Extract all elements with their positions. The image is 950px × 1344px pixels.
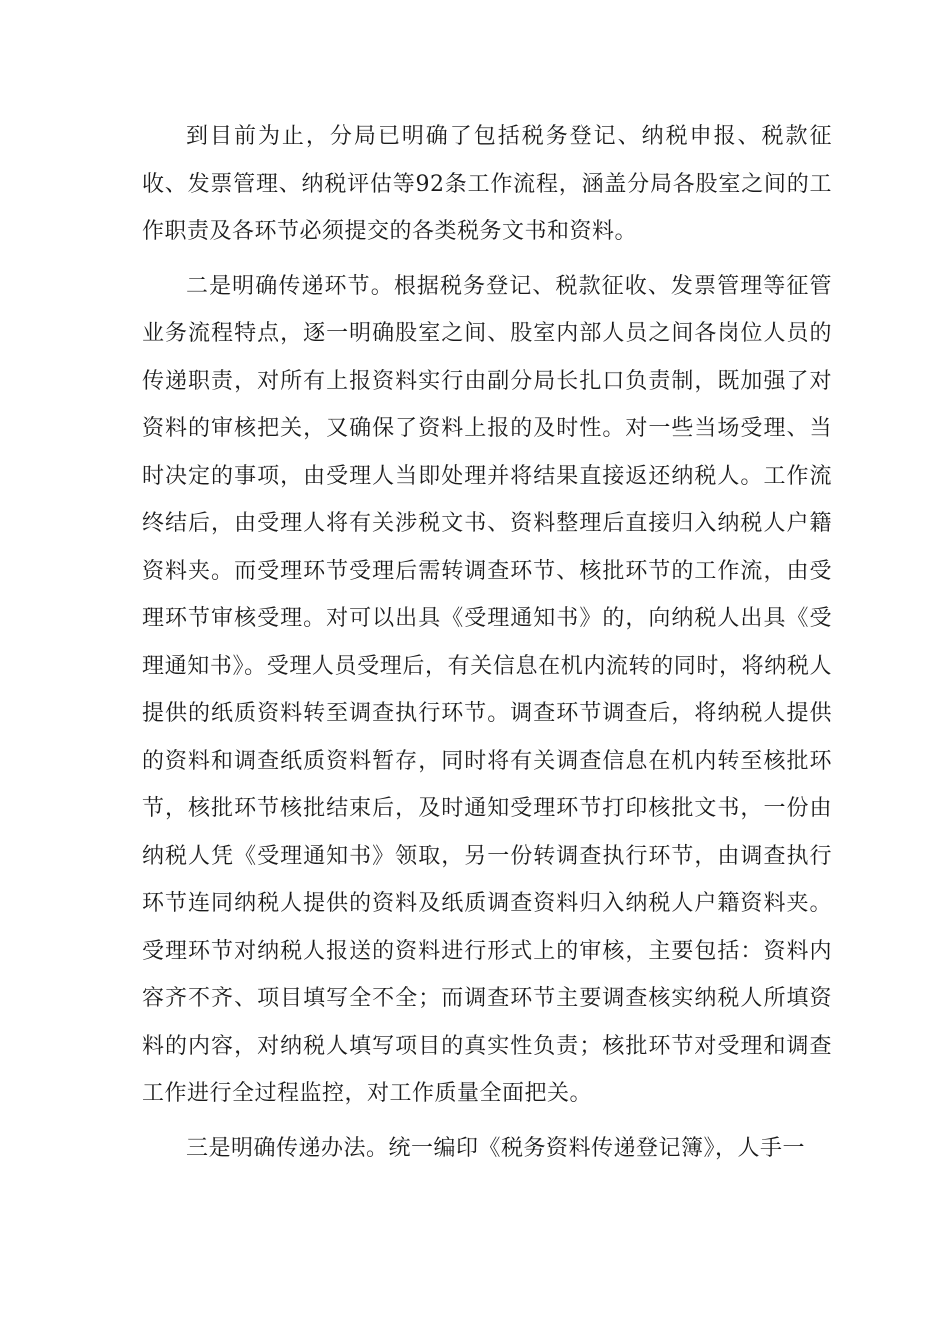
paragraph-3: 三是明确传递办法。统一编印《税务资料传递登记簿》，人手一 bbox=[186, 1135, 806, 1161]
document-body bbox=[142, 113, 832, 1172]
paragraph-1: 到目前为止，分局已明确了包括税务登记、纳税申报、税款征收、发票管理、纳税评估等92条工作流程，涵盖分局各股室之间的工作职责及各环节必须提交的各类税务文书和资料。 bbox=[142, 124, 832, 244]
paragraph-2: 二是明确传递环节。根据税务登记、税款征收、发票管理等征管业务流程特点，逐一明确股室之间、股室内部人员之间各岗位人员的传递职责，对所有上报资料实行由副分局长扎口负责制，既加强了对资料的审核把关，又确保了资料上报的及时性。对一些当场受理、当时决定的事项，由受理人当即处理并将结果直接返还纳税人。工作流终结后，由受理人将有关涉税文书、资料整理后直接归入纳税人户籍资料夹。而受理环节受理后需转调查环节、核批环节的工作流，由受理环节审核受理。对可以出具《受理通知书》的，向纳税人出具《受理通知书》。受理人员受理后，有关信息在机内流转的同时，将纳税人提供的纸质资料转至调查执行环节。调查环节调查后，将纳税人提供的资料和调查纸质资料暂存，同时将有关调查信息在机内转至核批环节，核批环节核批结束后，及时通知受理环节打印核批文书，一份由纳税人凭《受理通知书》领取，另一份转调查执行环节，由调查执行环节连同纳税人提供的资料及纸质调查资料归入纳税人户籍资料夹。受理环节对纳税人报送的资料进行形式上的审核，主要包括：资料内容齐不齐、项目填写全不全；而调查环节主要调查核实纳税人所填资料的内容，对纳税人填写项目的真实性负责；核批环节对受理和调查工作进行全过程监控，对工作质量全面把关。 bbox=[142, 273, 832, 1106]
